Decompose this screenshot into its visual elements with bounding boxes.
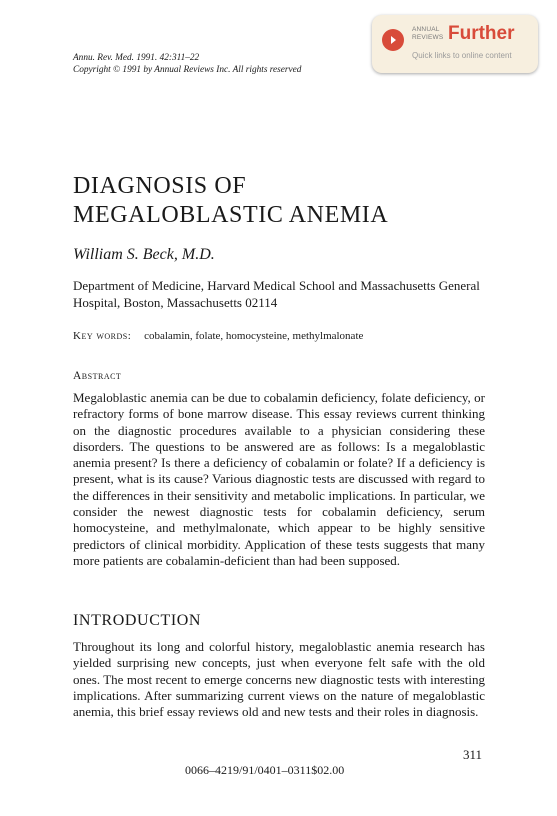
arrow-icon <box>382 29 404 51</box>
keywords-label: Key words: <box>73 330 132 342</box>
article-author: William S. Beck, M.D. <box>73 246 215 263</box>
page-number: 311 <box>463 747 483 762</box>
journal-header <box>73 52 301 76</box>
article-affiliation: Department of Medicine, Harvard Medical School and Massachusetts General Hospital, Boston, Massachusetts 02114 <box>73 278 480 310</box>
keywords-line <box>73 330 363 342</box>
abstract-heading: Abstract <box>73 370 122 382</box>
further-label: Further <box>448 23 515 44</box>
footer-code: 0066–4219/91/0401–0311$02.00 <box>185 763 345 777</box>
article-title: DIAGNOSIS OF MEGALOBLASTIC ANEMIA <box>73 173 389 228</box>
further-badge[interactable] <box>372 15 538 73</box>
journal-copyright: Copyright © 1991 by Annual Reviews Inc. All rights reserved <box>73 65 302 75</box>
annual-reviews-logo: ANNUAL REVIEWS <box>412 26 444 41</box>
abstract-text: Megaloblastic anemia can be due to cobalamin deficiency, folate deficiency, or refractory forms of bone marrow disease. This essay reviews current thinking on the diagnostic procedures available to a physician considering these disorders. The questions to be answered are as follows: Is a megaloblastic anemia present? Is there a deficiency of cobalamin or folate? If a deficiency is present, what is its cause? Various diagnostic tests are discussed with regard to the differences in their sensitivity and metabolic implications. In particular, we consider the newest diagnostic tests for cobalamin deficiency, serum homocysteine, and methylmalonate, which appear to be highly sensitive predictors of clinical morbidity. Application of these tests suggests that many more patients are cobalamin-deficient than had been supposed. <box>73 390 485 568</box>
further-subtitle: Quick links to online content <box>412 51 512 60</box>
introduction-heading: INTRODUCTION <box>73 612 202 629</box>
introduction-text: Throughout its long and colorful history, megaloblastic anemia research has yielded surprising new concepts, just when everyone felt safe with the old ones. The most recent to emerge concerns new diagnostic tests with interesting implications. After summarizing current views on the nature of megaloblastic anemia, this brief essay reviews old and new tests and their roles in diagnosis. <box>73 639 485 720</box>
journal-citation: Annu. Rev. Med. 1991. 42:311–22 <box>73 53 200 63</box>
keywords-list: cobalamin, folate, homocysteine, methylmalonate <box>144 330 364 342</box>
